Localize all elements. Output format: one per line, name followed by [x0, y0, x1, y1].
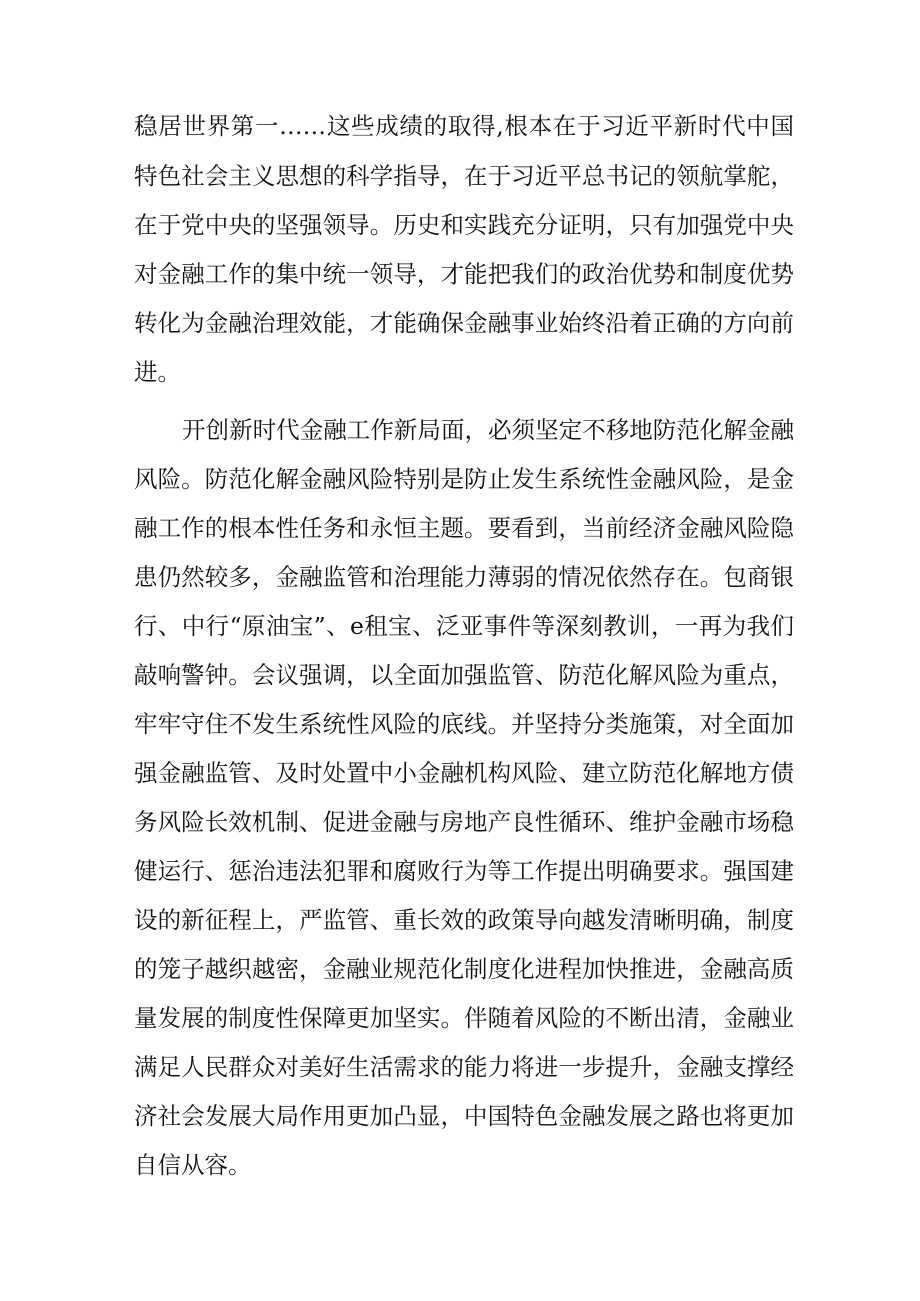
paragraph-1-line-6: 进。: [134, 358, 181, 386]
paragraph-2-line-2: 风险。防范化解金融风险特别是防止发生系统性金融风险，是金: [134, 465, 794, 493]
paragraph-2-line-14: 满足人民群众对美好生活需求的能力将进一步提升，金融支撑经: [134, 1053, 794, 1081]
paragraph-2-line-11: 设的新征程上，严监管、重长效的政策导向越发清晰明确，制度: [134, 906, 794, 934]
paragraph-2-line-9: 务风险长效机制、促进金融与房地产良性循环、维护金融市场稳: [134, 808, 794, 836]
paragraph-2-line-10: 健运行、惩治违法犯罪和腐败行为等工作提出明确要求。强国建: [134, 857, 794, 885]
paragraph-1-line-4: 对金融工作的集中统一领导，才能把我们的政治优势和制度优势: [134, 260, 794, 288]
paragraph-2-line-1: 开创新时代金融工作新局面，必须坚定不移地防范化解金融: [182, 416, 794, 444]
paragraph-2-line-5: 行、中行“原油宝”、e租宝、泛亚事件等深刻教训，一再为我们: [134, 612, 794, 640]
paragraph-2-line-6: 敲响警钟。会议强调，以全面加强监管、防范化解风险为重点，: [134, 661, 794, 689]
paragraph-1-line-1: 稳居世界第一……这些成绩的取得,根本在于习近平新时代中国: [134, 112, 794, 140]
paragraph-2-line-15: 济社会发展大局作用更加凸显，中国特色金融发展之路也将更加: [134, 1102, 794, 1130]
paragraph-2-line-8: 强金融监管、及时处置中小金融机构风险、建立防范化解地方债: [134, 759, 794, 787]
paragraph-2-line-4: 患仍然较多，金融监管和治理能力薄弱的情况依然存在。包商银: [134, 563, 794, 591]
paragraph-2-line-12: 的笼子越织越密，金融业规范化制度化进程加快推进，金融高质: [134, 955, 794, 983]
paragraph-2-line-13: 量发展的制度性保障更加坚实。伴随着风险的不断出清，金融业: [134, 1004, 794, 1032]
paragraph-2-line-7: 牢牢守住不发生系统性风险的底线。并坚持分类施策，对全面加: [134, 710, 794, 738]
paragraph-1-line-3: 在于党中央的坚强领导。历史和实践充分证明，只有加强党中央: [134, 211, 794, 239]
paragraph-1-line-5: 转化为金融治理效能，才能确保金融事业始终沿着正确的方向前: [134, 309, 794, 337]
paragraph-2-line-3: 融工作的根本性任务和永恒主题。要看到，当前经济金融风险隐: [134, 514, 794, 542]
paragraph-2-line-16: 自信从容。: [134, 1151, 252, 1179]
paragraph-1-line-2: 特色社会主义思想的科学指导，在于习近平总书记的领航掌舵，: [134, 162, 794, 190]
